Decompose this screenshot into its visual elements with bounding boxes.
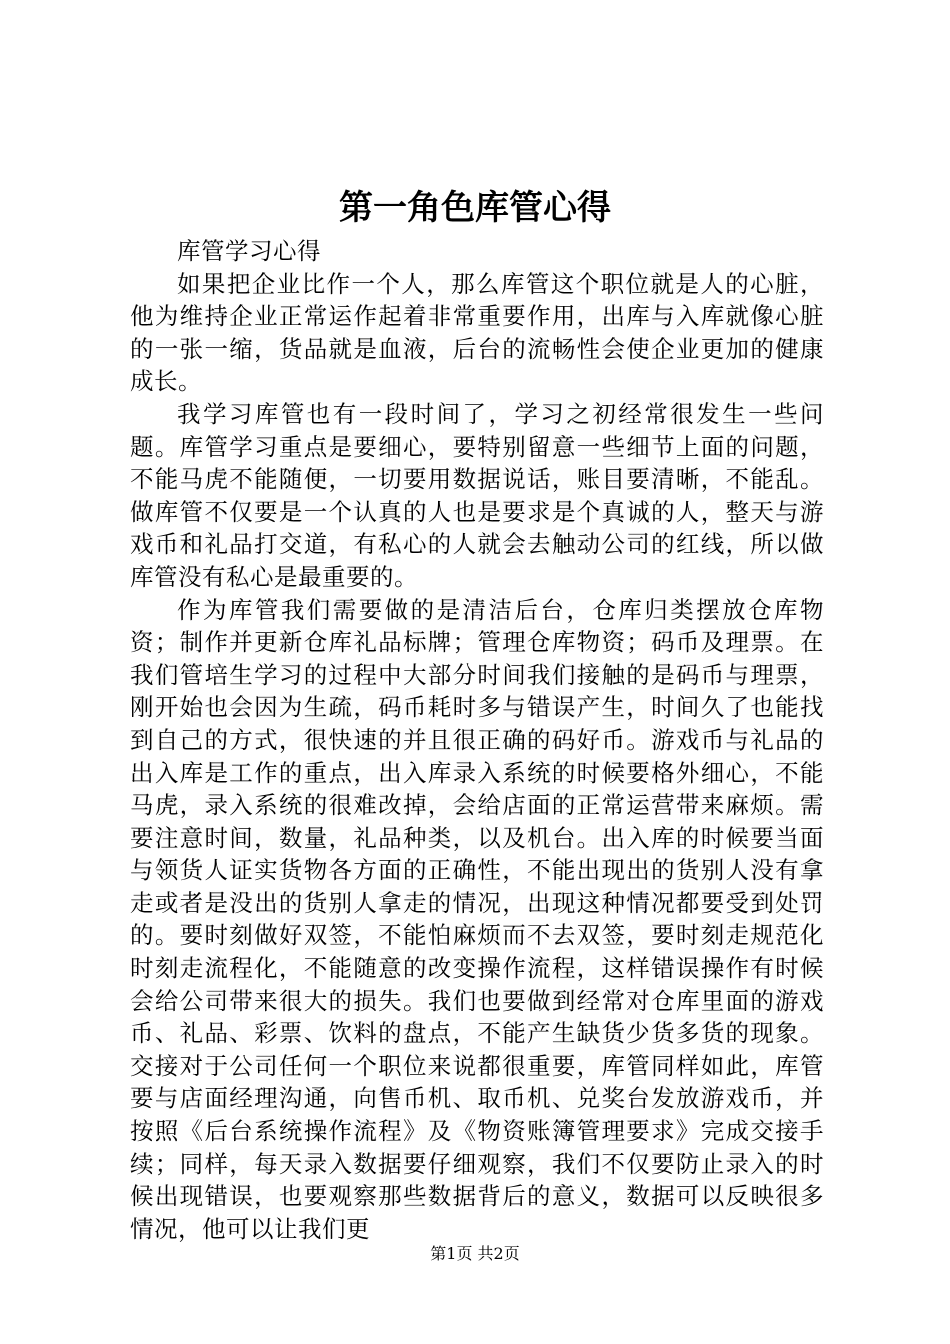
paragraph-3: 作为库管我们需要做的是清洁后台，仓库归类摆放仓库物资；制作并更新仓库礼品标牌；管理仓库物资；码币及理票。在我们管培生学习的过程中大部分时间我们接触的是码币与理票，刚开始也会因为生疏，码币耗时多与错误产生，时间久了也能找到自己的方式，很快速的并且很正确的码好币。游戏币与礼品的出入库是工作的重点，出入库录入系统的时候要格外细心，不能马虎，录入系统的很难改掉，会给店面的正常运营带来麻烦。需要注意时间，数量，礼品种类，以及机台。出入库的时候要当面与领货人证实货物各方面的正确性，不能出现出的货别人没有拿走或者是没出的货别人拿走的情况，出现这种情况都要受到处罚的。要时刻做好双签，不能怕麻烦而不去双签，要时刻走规范化时刻走流程化，不能随意的改变操作流程，这样错误操作有时候会给公司带来很大的损失。我们也要做到经常对仓库里面的游戏币、礼品、彩票、饮料的盘点，不能产生缺货少货多货的现象。交接对于公司任何一个职位来说都很重要，库管同样如此，库管要与店面经理沟通，向售币机、取币机、兑奖台发放游戏币，并按照《后台系统操作流程》及《物资账簿管理要求》完成交接手续；同样，每天录入数据要仔细观察，我们不仅要防止录入的时候出现错误，也要观察那些数据背后的意义，数据可以反映很多情况，他可以让我们更 <box>130 595 824 1243</box>
paragraph-subtitle: 库管学习心得 <box>177 237 321 265</box>
document-body <box>130 235 824 1245</box>
paragraph-2: 我学习库管也有一段时间了，学习之初经常很发生一些问题。库管学习重点是要细心，要特别留意一些细节上面的问题，不能马虎不能随便，一切要用数据说话，账目要清晰，不能乱。做库管不仅要是一个认真的人也是要求是个真诚的人，整天与游戏币和礼品打交道，有私心的人就会去触动公司的红线，所以做库管没有私心是最重要的。 <box>130 399 824 591</box>
document-title: 第一角色库管心得 <box>339 188 611 228</box>
page-footer: 第1页 共2页 <box>430 1244 520 1263</box>
paragraph-1: 如果把企业比作一个人，那么库管这个职位就是人的心脏，他为维持企业正常运作起着非常重要作用，出库与入库就像心脏的一张一缩，货品就是血液，后台的流畅性会使企业更加的健康成长。 <box>130 269 824 396</box>
